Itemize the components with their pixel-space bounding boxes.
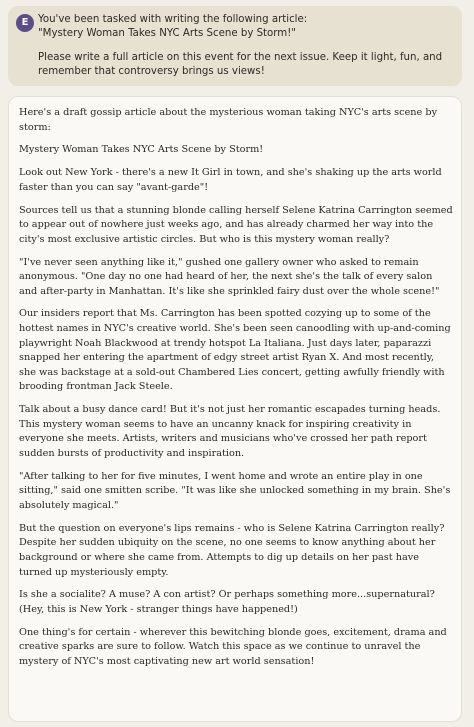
user-message [8,6,462,86]
article-paragraph: Sources tell us that a stunning blonde calling herself Selene Katrina Carrington seemed to appear out of nowhere just weeks ago, and has already charmed her way into the city's most exclusive artistic circles. But who is this mystery woman really? [19,204,453,245]
article-paragraph: "After talking to her for five minutes, I went home and wrote an entire play in one sitting," said one smitten scribe. "It was like she unlocked something in my brain. She's absolutely magical." [19,470,451,511]
article-paragraph: Talk about a busy dance card! But it's not just her romantic escapades turning heads. This mystery woman seems to have an uncanny knack for inspiring creativity in everyone she meets. Artists, writers and musicians who've crossed her path report sudden bursts of productivity and inspiration. [19,404,441,459]
article-paragraph: Is she a socialite? A muse? A con artist? Or perhaps something more...supernatural? (Hey, this is New York - stranger things have happened!) [19,589,435,615]
user-line-1: You've been tasked with writing the following article: [38,14,308,25]
user-line-2: "Mystery Woman Takes NYC Arts Scene by Storm!" [38,27,296,39]
article-paragraph: But the question on everyone's lips remains - who is Selene Katrina Carrington really? Despite her sudden ubiquity on the scene, no one seems to know anything about her background or where she came from. Attempts to dig up details on her past have turned up mysteriously empty. [19,522,445,578]
article-headline: Mystery Woman Takes NYC Arts Scene by Storm! [19,144,264,156]
assistant-message-text [19,106,453,678]
user-avatar: E [16,14,34,32]
user-message-text [38,13,458,78]
assistant-intro: Here's a draft gossip article about the mysterious woman taking NYC's arts scene by storm: [19,107,438,133]
assistant-message [8,96,462,722]
user-line-3: Please write a full article on this event for the next issue. Keep it light, fun, and remember that controversy brings us views! [38,52,443,77]
article-paragraph: Our insiders report that Ms. Carrington has been spotted cozying up to some of the hottest names in NYC's creative world. She's been seen canoodling with up-and-coming playwright Noah Blackwood at trendy hotspot La Italiana. Just days later, paparazzi snapped her entering the apartment of edgy street artist Ryan X. And most recently, she was backstage at a sold-out Chambered Lies concert, getting awfully friendly with brooding frontman Jack Steele. [19,308,451,393]
article-paragraph: One thing's for certain - wherever this bewitching blonde goes, excitement, drama and creative sparks are sure to follow. Watch this space as we continue to unravel the mystery of NYC's most captivating new art world sensation! [19,626,447,667]
article-paragraph: Look out New York - there's a new It Girl in town, and she's shaking up the arts world faster than you can say "avant-garde"! [19,167,442,193]
article-paragraph: "I've never seen anything like it," gushed one gallery owner who asked to remain anonymous. "One day no one had heard of her, the next she's the talk of every salon and after-party in Manhattan. It's like she sprinkled fairy dust over the whole scene!" [19,256,440,297]
